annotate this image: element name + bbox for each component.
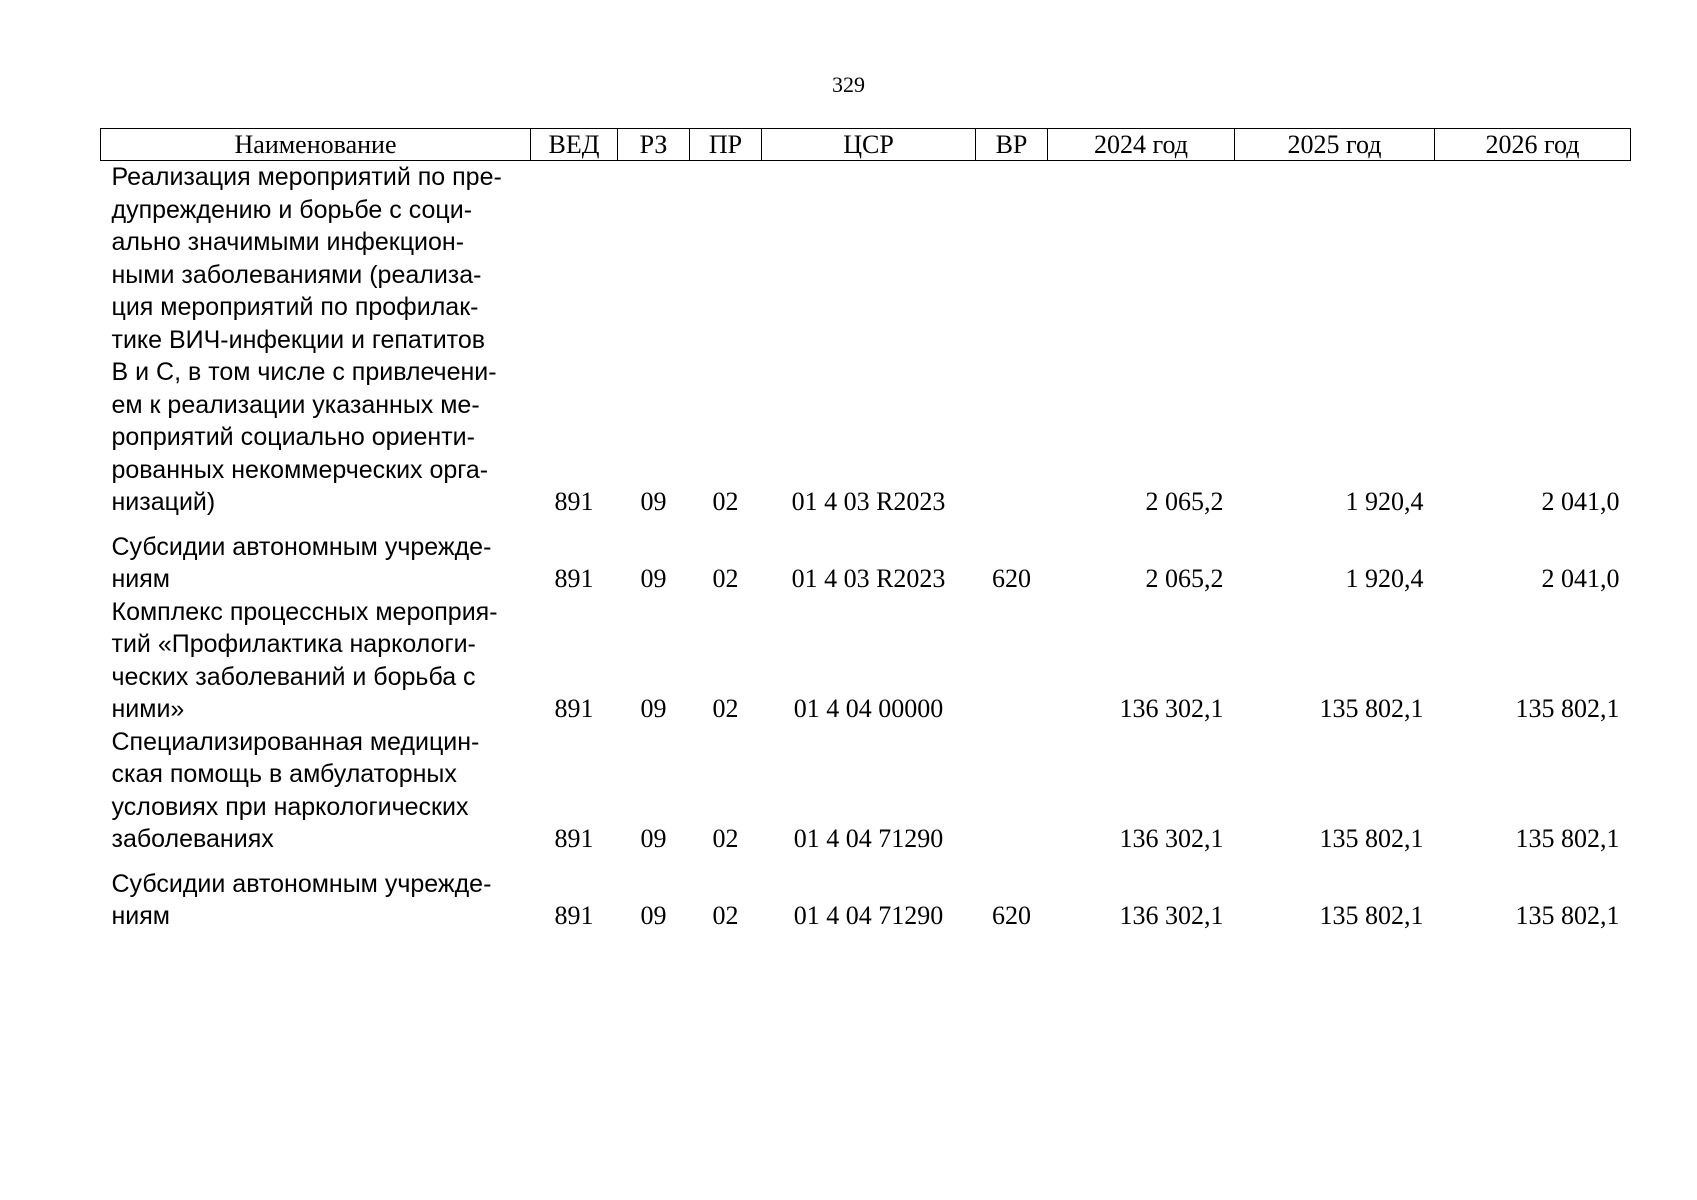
- row-pr: 02: [712, 487, 739, 516]
- row-2024: 2 065,2: [1145, 564, 1224, 593]
- row-ved: 891: [554, 564, 594, 593]
- row-2026: 2 041,0: [1541, 487, 1620, 516]
- row-csr: 01 4 03 R2023: [791, 564, 946, 593]
- header-vr: ВР: [976, 129, 1048, 161]
- row-rz: 09: [640, 694, 667, 723]
- row-rz: 09: [640, 487, 667, 516]
- row-csr: 01 4 03 R2023: [791, 487, 946, 516]
- row-name: Комплекс процессных мероприя- тий «Профилактика наркологи- ческих заболеваний и борьба с ними»: [111, 597, 498, 723]
- table-row: [101, 596, 1631, 726]
- row-pr: 02: [712, 824, 739, 853]
- page-number: 329: [832, 72, 865, 97]
- budget-table: [100, 128, 1631, 933]
- row-2025: 1 920,4: [1345, 487, 1424, 516]
- row-rz: 09: [640, 901, 667, 930]
- row-2026: 135 802,1: [1515, 901, 1620, 930]
- row-csr: 01 4 04 71290: [793, 901, 944, 930]
- row-vr: 620: [992, 564, 1031, 593]
- row-name: Субсидии автономным учрежде- ниям: [111, 869, 492, 930]
- row-ved: 891: [554, 694, 594, 723]
- row-2025: 135 802,1: [1319, 901, 1424, 930]
- row-2024: 2 065,2: [1145, 487, 1224, 516]
- header-pr: ПР: [690, 129, 762, 161]
- row-2024: 136 302,1: [1119, 824, 1224, 853]
- row-vr: [976, 726, 1048, 856]
- header-2025: 2025 год: [1235, 129, 1435, 161]
- row-name: Субсидии автономным учрежде- ниям: [111, 532, 492, 593]
- row-pr: 02: [712, 564, 739, 593]
- header-2026: 2026 год: [1435, 129, 1631, 161]
- row-vr: [976, 161, 1048, 519]
- row-rz: 09: [640, 824, 667, 853]
- table-row: [101, 856, 1631, 933]
- row-ved: 891: [554, 487, 594, 516]
- row-csr: 01 4 04 00000: [793, 694, 944, 723]
- row-rz: 09: [640, 564, 667, 593]
- table-header: [101, 129, 1631, 161]
- row-vr: [976, 596, 1048, 726]
- header-ved: ВЕД: [531, 129, 618, 161]
- row-2025: 1 920,4: [1345, 564, 1424, 593]
- table-row: [101, 726, 1631, 856]
- row-2026: 2 041,0: [1541, 564, 1620, 593]
- header-rz: РЗ: [618, 129, 690, 161]
- row-ved: 891: [554, 824, 594, 853]
- header-2024: 2024 год: [1048, 129, 1235, 161]
- row-name: Реализация мероприятий по пре- дупреждению и борьбе с соци- ально значимыми инфекцион- ными заболеваниями (реализа- ция мероприятий по профилак- тике ВИЧ-инфекции и гепатитов B и C, в том числе с привлечени- ем к реализации указанных ме- роприятий социально ориенти- рованных некоммерческих орга- низаций): [111, 163, 502, 516]
- row-2026: 135 802,1: [1515, 694, 1620, 723]
- row-2026: 135 802,1: [1515, 824, 1620, 853]
- table-row: [101, 161, 1631, 519]
- row-pr: 02: [712, 901, 739, 930]
- row-2025: 135 802,1: [1319, 824, 1424, 853]
- row-ved: 891: [554, 901, 594, 930]
- table-body: [101, 161, 1631, 933]
- row-2024: 136 302,1: [1119, 901, 1224, 930]
- row-2024: 136 302,1: [1119, 694, 1224, 723]
- row-csr: 01 4 04 71290: [793, 824, 944, 853]
- header-row: [101, 129, 1631, 161]
- row-pr: 02: [712, 694, 739, 723]
- header-csr: ЦСР: [762, 129, 976, 161]
- row-2025: 135 802,1: [1319, 694, 1424, 723]
- table-row: [101, 519, 1631, 596]
- row-vr: 620: [992, 901, 1031, 930]
- row-name: Специализированная медицин- ская помощь в амбулаторных условиях при наркологических заболеваниях: [111, 727, 480, 853]
- header-name: Наименование: [101, 129, 531, 161]
